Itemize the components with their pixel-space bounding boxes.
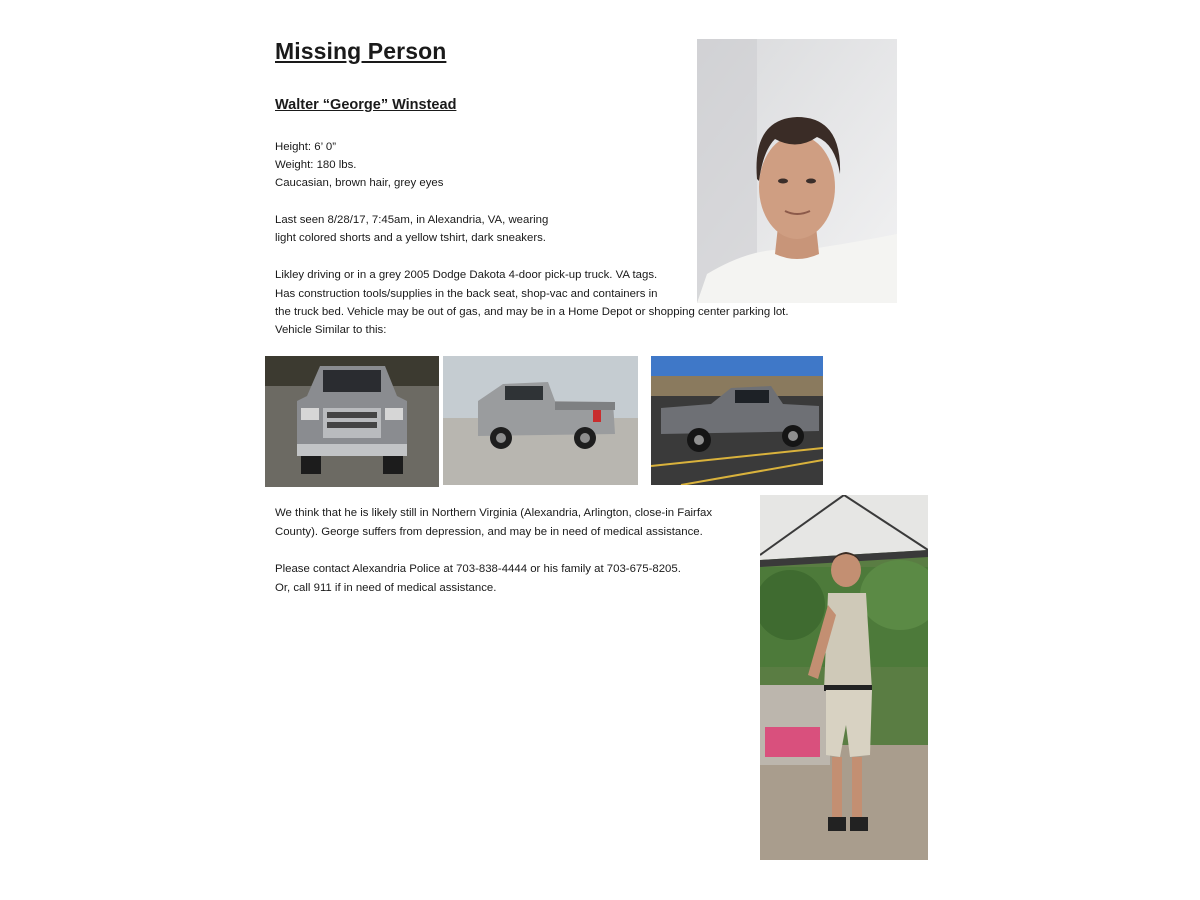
truck-rear-image — [443, 356, 638, 485]
last-seen-line-1: Last seen 8/28/17, 7:45am, in Alexandria, VA, wearing — [275, 214, 549, 226]
truck-front-image — [265, 356, 439, 487]
person-name: Walter “George” Winstead — [275, 97, 457, 113]
truck-front-photo — [265, 356, 439, 487]
height-text: Height: 6’ 0” — [275, 141, 336, 153]
vehicle-line-4: Vehicle Similar to this: — [275, 324, 387, 336]
description-text: Caucasian, brown hair, grey eyes — [275, 177, 444, 189]
full-body-photo — [760, 495, 928, 860]
truck-rear-photo — [443, 356, 638, 485]
location-line-2: County). George suffers from depression, and may be in need of medical assistance. — [275, 526, 703, 538]
vehicle-line-1: Likley driving or in a grey 2005 Dodge Dakota 4-door pick-up truck. VA tags. — [275, 269, 658, 281]
page-title: Missing Person — [275, 38, 447, 64]
last-seen-line-2: light colored shorts and a yellow tshirt, dark sneakers. — [275, 232, 546, 244]
vehicle-line-2: Has construction tools/supplies in the back seat, shop-vac and containers in — [275, 288, 658, 300]
location-line-1: We think that he is likely still in Northern Virginia (Alexandria, Arlington, close-in Fairfax — [275, 507, 713, 519]
portrait-photo — [697, 39, 897, 303]
weight-text: Weight: 180 lbs. — [275, 159, 357, 171]
contact-line-1: Please contact Alexandria Police at 703-838-4444 or his family at 703-675-8205. — [275, 563, 681, 575]
truck-parking-lot-image — [651, 356, 823, 485]
contact-line-2: Or, call 911 if in need of medical assistance. — [275, 582, 497, 594]
vehicle-line-3: the truck bed. Vehicle may be out of gas, and may be in a Home Depot or shopping center parking lot. — [275, 306, 789, 318]
full-body-image — [760, 495, 928, 860]
truck-parking-lot-photo — [651, 356, 823, 485]
portrait-photo-image — [697, 39, 897, 303]
